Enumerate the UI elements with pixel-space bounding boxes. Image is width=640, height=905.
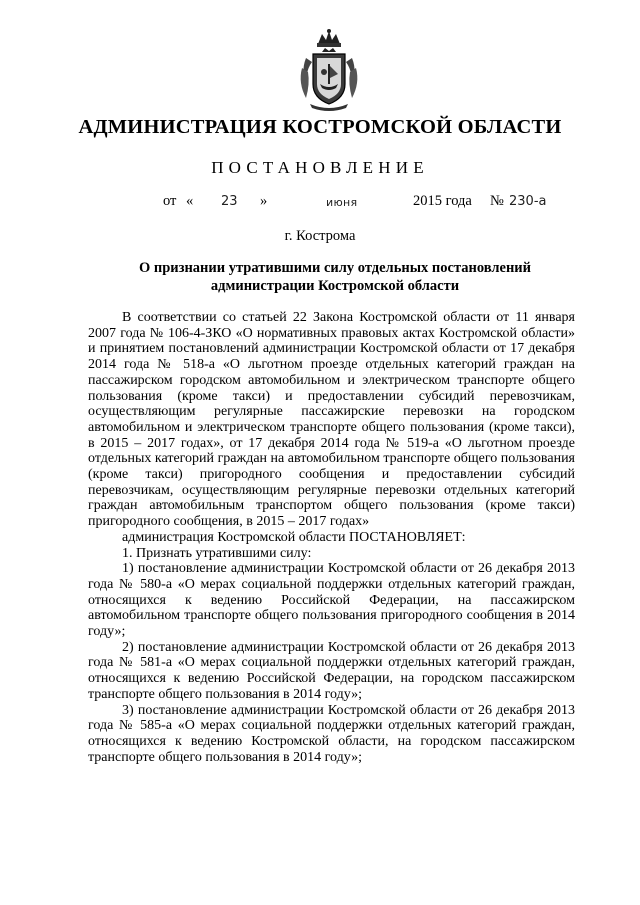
preamble-paragraph: В соответствии со статьей 22 Закона Костромской области от 11 января 2007 года № 106-4-ЗКО «О нормативных правовых актах Костромской области» и принятием постановлений администрации Костромской области от 17 декабря 2014 года № 518-а «О льготном проезде отдельных категорий граждан на пассажирском городском автомобильном и электрическом транспорте общего пользования (кроме такси) и предоставлении субсидий перевозчикам, осуществляющим регулярные пассажирские перевозки на городском автомобильном и электрическом транспорте общего пользования (кроме такси), в 2015 – 2017 годах», от 17 декабря 2014 года № 519-а «О льготном проезде отдельных категорий граждан на автомобильном транспорте общего пользования (кроме такси) пригородного сообщения и предоставлении субсидий перевозчикам, осуществляющим регулярные перевозки отдельных категорий граждан автомобильным транспортом общего пользования (кроме такси) пригородного сообщения, в 2015 – 2017 годах» <box>88 310 575 530</box>
number-sign: № <box>490 193 504 209</box>
date-quote-close: » <box>260 193 268 209</box>
document-body <box>88 310 575 765</box>
document-date-line <box>0 193 640 215</box>
issuing-authority-heading: АДМИНИСТРАЦИЯ КОСТРОМСКОЙ ОБЛАСТИ <box>78 116 562 138</box>
resolution-paragraph: администрация Костромской области ПОСТАНОВЛЯЕТ: <box>122 529 466 545</box>
date-quote-open: « <box>186 193 194 209</box>
item-1-paragraph: 1. Признать утратившими силу: <box>122 545 312 561</box>
document-title: О признании утратившими силу отдельных постановлений администрации Костромской области <box>138 260 532 294</box>
subitem-3-paragraph: 3) постановление администрации Костромской области от 26 декабря 2013 года № 585-а «О мерах социальной поддержки отдельных категорий граждан, относящихся к ведению Костромской области, на городском пассажирском транспорте общего пользования в 2014 году»; <box>88 702 575 765</box>
date-day: 23 <box>221 194 238 209</box>
date-from-label: от <box>163 193 177 209</box>
issue-city: г. Кострома <box>284 228 356 244</box>
date-month: июня <box>326 196 358 209</box>
date-year: 2015 года <box>413 193 472 209</box>
subitem-2-paragraph: 2) постановление администрации Костромской области от 26 декабря 2013 года № 581-а «О мерах социальной поддержки отдельных категорий граждан, относящихся к ведению Российской Федерации, на городском пассажирском транспорте общего пользования в 2014 году»; <box>88 639 575 702</box>
subitem-1-paragraph: 1) постановление администрации Костромской области от 26 декабря 2013 года № 580-а «О мерах социальной поддержки отдельных категорий граждан, относящихся к ведению Российской Федерации, на пассажирском автомобильном транспорте общего пользования пригородного сообщения в 2014 году»; <box>88 561 575 640</box>
document-number: 230-а <box>509 194 547 209</box>
coat-of-arms-emblem <box>296 28 362 112</box>
document-type-heading: ПОСТАНОВЛЕНИЕ <box>211 158 429 177</box>
